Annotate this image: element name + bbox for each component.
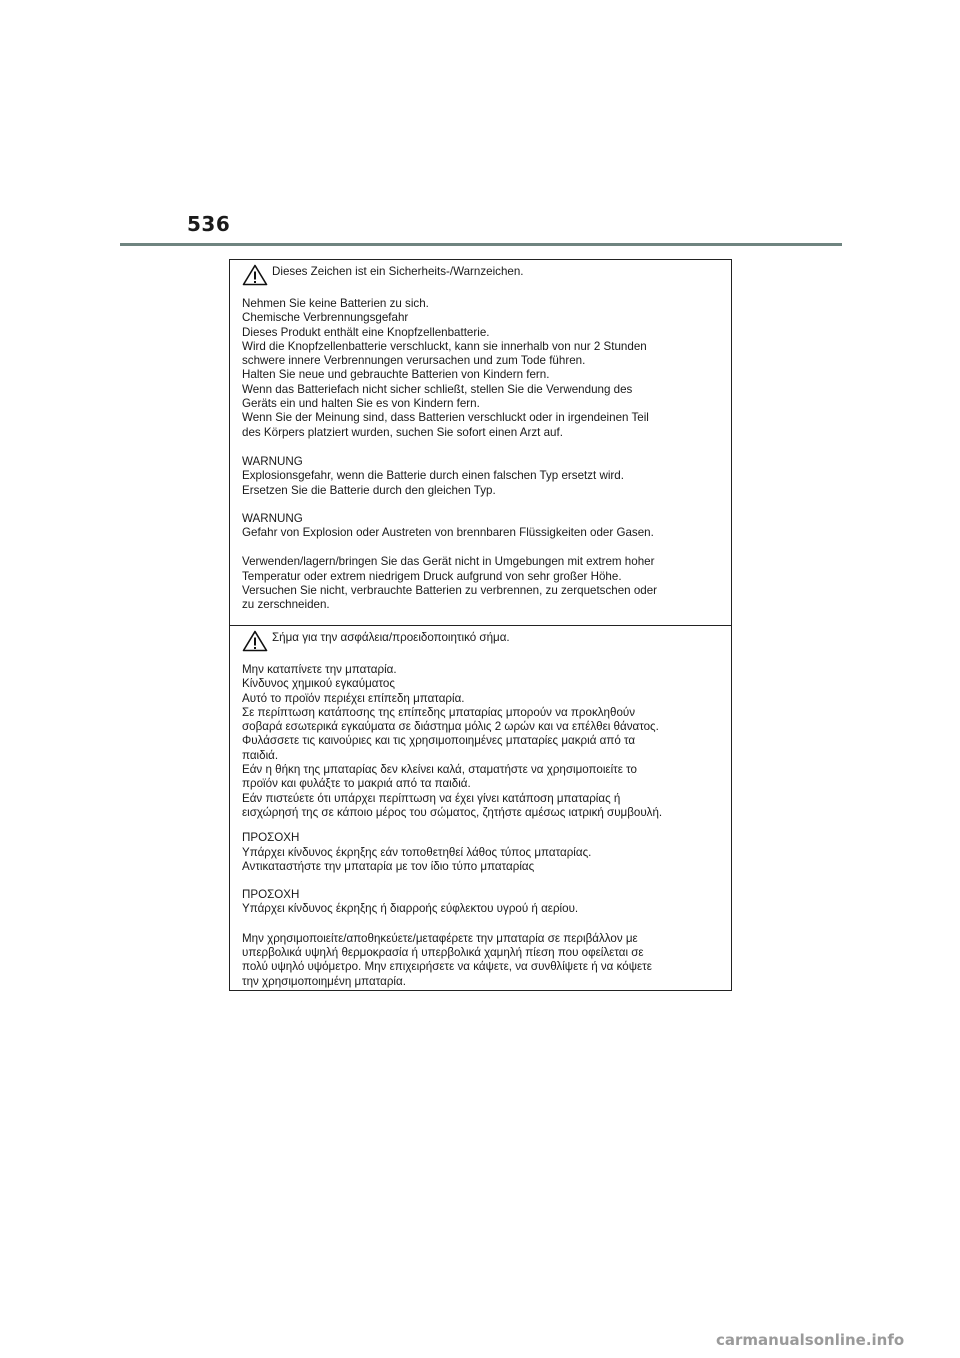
watermark: carmanualsonline.info xyxy=(716,1331,905,1349)
battery-warning-box xyxy=(229,259,732,991)
greek-environment-warning: Μην χρησιμοποιείτε/αποθηκεύετε/μεταφέρετε την μπαταρία σε περιβάλλον με υπερβολικά υψηλή θερμοκρασία ή υπερβολικά χαμηλή πίεση που οφείλεται σε πολύ υψηλό υψόμετρο. Μην επιχειρήσετε να κάψετε, να συνθλίψετε ή να κόψετε την χρησιμοποιημένη μπαταρία. xyxy=(242,931,652,988)
german-warning-section xyxy=(230,260,731,625)
greek-ingestion-warning: Μην καταπίνετε την μπαταρία. Κίνδυνος χημικού εγκαύματος Αυτό το προϊόν περιέχει επίπεδη μπαταρία. Σε περίπτωση κατάποσης της επίπεδης μπαταρίας μπορούν να προκληθούν σοβαρά εσωτερικά εγκαύματα σε διάστημα μόλις 2 ωρών και να επέλθει θάνατος. Φυλάσσετε τις καινούριες και τις χρησιμοποιημένες μπαταρίες μακριά από τα παιδιά. Εάν η θήκη της μπαταρίας δεν κλείνει καλά, σταματήστε να χρησιμοποιείτε το προϊόν και φυλάξτε το μακριά από τα παιδιά. Εάν πιστεύετε ότι υπάρχει περίπτωση να έχει γίνει κατάποση μπαταρίας ή εισχώρησή της σε κάποιο μέρος του σώματος, ζητήστε αμέσως ιατρική συμβουλή. xyxy=(242,663,663,819)
greek-heading-text: Σήμα για την ασφάλεια/προειδοποιητικό σήμα. xyxy=(272,631,510,644)
german-ingestion-warning: Nehmen Sie keine Batterien zu sich. Chemische Verbrennungsgefahr Dieses Produkt enthält eine Knopfzellenbatterie. Wird die Knopfzellenbatterie verschluckt, kann sie innerhalb von nur 2 Stunden schwere innere Verbrennungen verursachen und zum Tode führen. Halten Sie neue und gebrauchte Batterien von Kindern fern. Wenn das Batteriefach nicht sicher schließt, stellen Sie die Verwendung des Geräts ein und halten Sie es von Kindern fern. Wenn Sie der Meinung sind, dass Batterien verschluckt oder in irgendeinen Teil des Körpers platziert wurden, suchen Sie sofort einen Arzt auf. xyxy=(242,297,649,439)
german-environment-warning: Verwenden/lagern/bringen Sie das Gerät nicht in Umgebungen mit extrem hoher Temperatur oder extrem niedrigem Druck aufgrund von sehr großer Höhe. Versuchen Sie nicht, verbrauchte Batterien zu verbrennen, zu zerquetschen oder zu zerschneiden. xyxy=(242,555,658,612)
greek-warning-section xyxy=(230,625,731,991)
greek-leak-warning: ΠΡΟΣΟΧΗ Υπάρχει κίνδυνος έκρηξης ή διαρροής εύφλεκτου υγρού ή αερίου. xyxy=(242,888,579,916)
page-number: 536 xyxy=(187,212,231,236)
german-leak-warning: WARNUNG Gefahr von Explosion oder Austreten von brennbaren Flüssigkeiten oder Gasen. xyxy=(242,511,654,540)
greek-explosion-warning: ΠΡΟΣΟΧΗ Υπάρχει κίνδυνος έκρηξης εάν τοποθετηθεί λάθος τύπος μπαταρίας. Αντικαταστήστε την μπαταρία με τον ίδιο τύπο μπαταρίας xyxy=(242,831,592,873)
german-heading-text: Dieses Zeichen ist ein Sicherheits-/Warnzeichen. xyxy=(272,265,524,278)
warning-triangle-icon xyxy=(242,264,268,286)
header-rule xyxy=(120,243,842,246)
german-warning-heading xyxy=(242,264,721,286)
german-explosion-warning: WARNUNG Explosionsgefahr, wenn die Batterie durch einen falschen Typ ersetzt wird. Ersetzen Sie die Batterie durch den gleichen Typ. xyxy=(242,454,624,497)
warning-triangle-icon xyxy=(242,630,268,652)
greek-warning-heading xyxy=(242,630,721,652)
